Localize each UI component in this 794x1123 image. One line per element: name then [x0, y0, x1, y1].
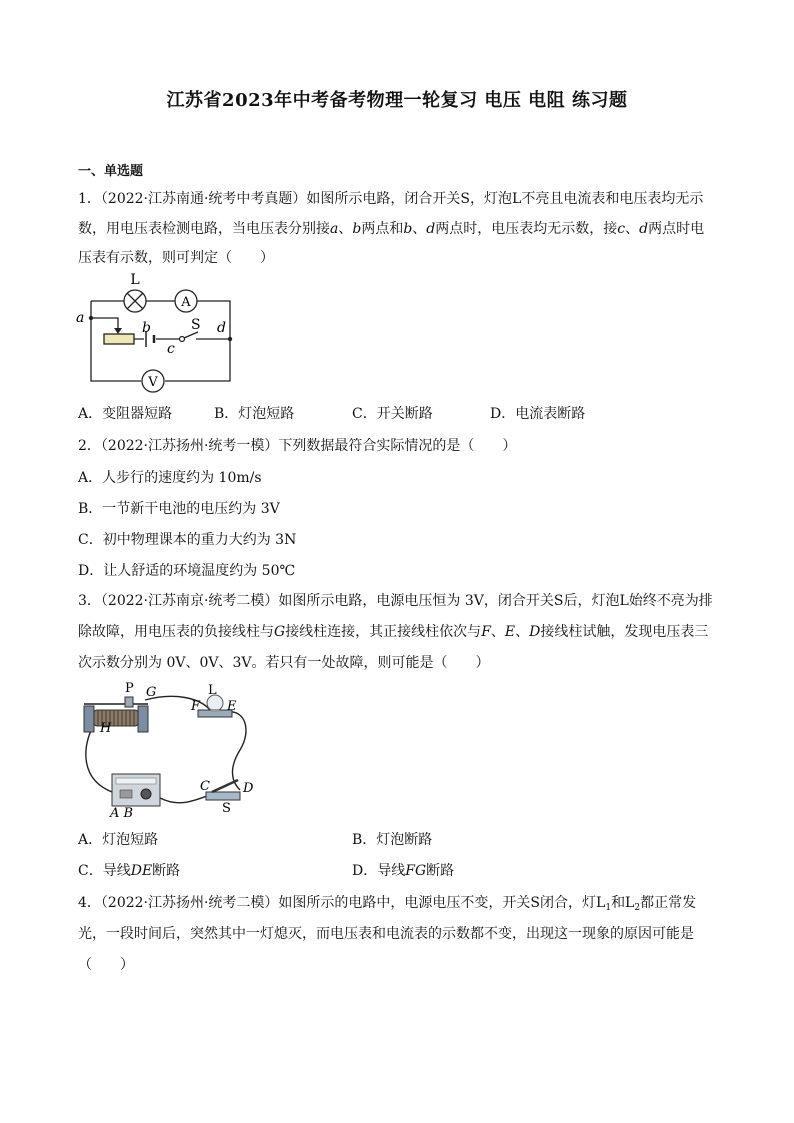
fig1-label-b: b — [142, 320, 151, 336]
q1-line-3: 压表有示数，则可判定（ ） — [78, 250, 274, 266]
fig3-label-L: L — [208, 683, 217, 698]
fig1-label-c: c — [167, 341, 175, 357]
fig1-label-a: a — [76, 310, 85, 326]
q1-line-2: 数，用电压表检测电路，当电压表分别接a、b两点和b、d两点时，电压表均无示数，接c、d两点时电 — [78, 221, 705, 237]
rheostat-apparatus — [84, 697, 148, 732]
q2-option-c: C．初中物理课本的重力大约为 3N — [78, 532, 297, 548]
q1-option-d: D．电流表断路 — [490, 406, 586, 422]
page-title: 江苏省2023年中考备考物理一轮复习 电压 电阻 练习题 — [166, 90, 628, 111]
voltmeter-symbol — [142, 370, 164, 392]
section-heading: 一、单选题 — [78, 164, 144, 179]
q1-option-c: C．开关断路 — [352, 406, 433, 422]
q3-line-1: 3．（2022·江苏南京·统考二模）如图所示电路，电源电压恒为 3V，闭合开关S后，灯泡L始终不亮为排 — [78, 593, 713, 609]
q4-line-1: 4．（2022·江苏扬州·统考二模）如图所示的电路中，电源电压不变，开关S闭合，灯$L_1$和$L_2$都正常发 — [78, 895, 697, 913]
rheostat-symbol — [104, 328, 134, 344]
fig1-label-S: S — [191, 317, 201, 333]
q3-line-3: 次示数分别为 0V、0V、3V。若只有一处故障，则可能是（ ） — [78, 655, 490, 671]
q3-option-c: C．导线DE断路 — [78, 863, 181, 879]
fig3-label-P: P — [125, 681, 134, 696]
q1-circuit-figure — [70, 270, 240, 400]
fig3-label-H: H — [100, 721, 112, 736]
fig3-label-S: S — [222, 801, 231, 816]
q2-option-a: A．人步行的速度约为 10m/s — [78, 470, 262, 486]
q3-option-d: D．导线FG断路 — [352, 863, 455, 879]
q2-option-d: D．让人舒适的环境温度约为 50℃ — [78, 563, 296, 579]
q1-option-b: B．灯泡短路 — [214, 406, 295, 422]
power-supply-apparatus — [112, 774, 160, 806]
svg-text:V: V — [148, 375, 158, 390]
q4-line-2: 光，一段时间后，突然其中一灯熄灭，而电压表和电流表的示数都不变，出现这一现象的原因可能是 — [78, 926, 694, 942]
lamp-L-symbol — [124, 290, 146, 312]
q4-line-3: （ ） — [78, 957, 134, 973]
fig3-label-G: G — [146, 685, 157, 700]
q3-line-2: 除故障，用电压表的负接线柱与G接线柱连接，其正接线柱依次与F、E、D接线柱试触，发现电压表三 — [78, 624, 709, 640]
q2-option-b: B．一节新干电池的电压约为 3V — [78, 501, 280, 517]
fig3-label-C: C — [200, 779, 210, 794]
fig3-label-AB: A B — [110, 806, 134, 820]
fig1-label-L: L — [130, 272, 140, 288]
q1-option-a: A．变阻器短路 — [78, 406, 173, 422]
q2-stem: 2．（2022·江苏扬州·统考一模）下列数据最符合实际情况的是（ ） — [78, 438, 517, 454]
q3-apparatus-figure — [70, 680, 270, 820]
q1-line-1: 1．（2022·江苏南通·统考中考真题）如图所示电路，闭合开关S，灯泡L不亮且电流表和电压表均无示 — [78, 191, 704, 207]
fig1-label-d: d — [217, 320, 226, 336]
q3-option-a: A．灯泡短路 — [78, 832, 159, 848]
switch-S-symbol — [180, 332, 199, 342]
fig3-label-E: E — [227, 699, 237, 714]
fig3-label-F: F — [191, 699, 201, 714]
ammeter-symbol — [175, 290, 197, 312]
fig3-label-D: D — [243, 781, 254, 796]
svg-text:A: A — [181, 295, 191, 310]
q3-option-b: B．灯泡断路 — [352, 832, 433, 848]
